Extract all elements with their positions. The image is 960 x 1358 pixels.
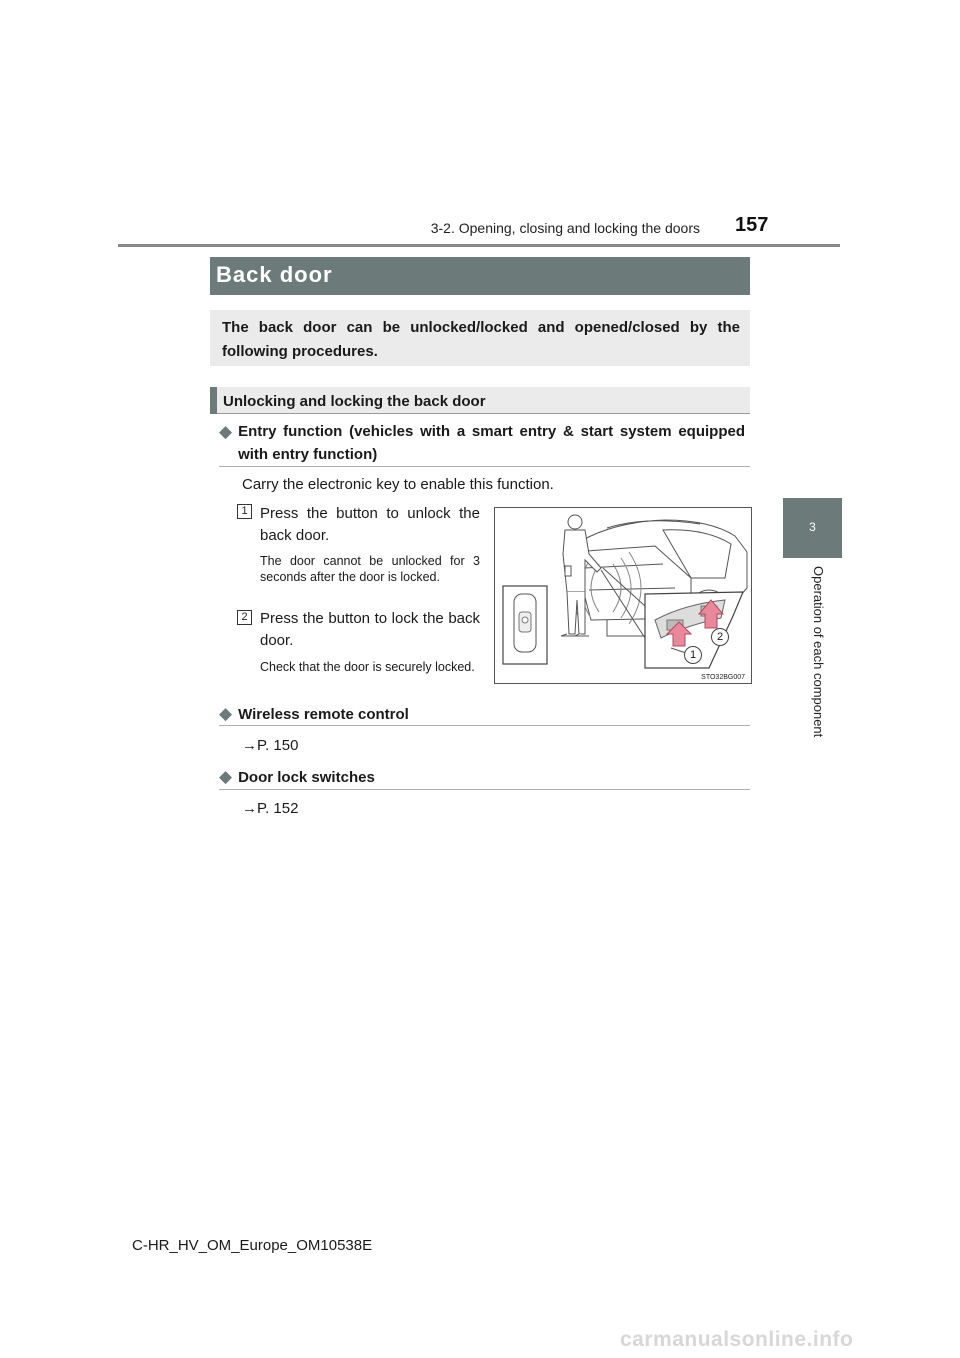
door-lock-switches-heading bbox=[219, 767, 375, 787]
door-lock-switches-page-ref[interactable]: →P. 152 bbox=[242, 800, 299, 817]
step-2-note: Check that the door is securely locked. bbox=[260, 660, 475, 674]
section-title: Back door bbox=[216, 262, 333, 287]
callout-1: 1 bbox=[684, 646, 702, 664]
diamond-bullet-icon: ◆ bbox=[219, 704, 233, 723]
diamond-bullet-icon: ◆ bbox=[219, 422, 233, 441]
chapter-title: Operation of each component bbox=[811, 566, 826, 738]
subsection-accent bbox=[210, 387, 217, 414]
diamond-bullet-icon: ◆ bbox=[219, 767, 233, 786]
door-lock-switches-divider bbox=[219, 789, 750, 790]
entry-function-divider bbox=[219, 466, 750, 467]
door-lock-switches-heading-text: Door lock switches bbox=[238, 769, 375, 786]
wireless-remote-page-ref[interactable]: →P. 150 bbox=[242, 737, 299, 754]
wireless-remote-divider bbox=[219, 725, 750, 726]
entry-function-heading bbox=[219, 420, 745, 466]
step-1-text: Press the button to unlock the back door. bbox=[260, 505, 480, 544]
page-number: 157 bbox=[735, 214, 769, 236]
callout-2: 2 bbox=[711, 628, 729, 646]
step-1-marker: 1 bbox=[237, 504, 252, 519]
step-2-text: Press the button to lock the back door. bbox=[260, 610, 480, 649]
wireless-remote-heading-text: Wireless remote control bbox=[238, 706, 409, 723]
header-divider bbox=[118, 244, 840, 247]
watermark: carmanualsonline.info bbox=[620, 1328, 854, 1351]
subsection-title: Unlocking and locking the back door bbox=[223, 393, 486, 410]
entry-function-description: Carry the electronic key to enable this function. bbox=[242, 476, 554, 493]
step-2-marker: 2 bbox=[237, 610, 252, 625]
step-1-note: The door cannot be unlocked for 3 seconds after the door is locked. bbox=[260, 554, 480, 584]
header-section-path: 3-2. Opening, closing and locking the doors bbox=[430, 220, 700, 236]
wireless-remote-heading bbox=[219, 704, 409, 724]
entry-function-heading-text: Entry function (vehicles with a smart entry & start system equipped with entry function) bbox=[238, 423, 745, 463]
back-door-drawing bbox=[495, 508, 751, 683]
back-door-illustration bbox=[494, 507, 752, 684]
intro-text: The back door can be unlocked/locked and opened/closed by the following procedures. bbox=[222, 319, 740, 360]
footer-document-id: C-HR_HV_OM_Europe_OM10538E bbox=[132, 1237, 373, 1254]
illustration-code: STO32BG007 bbox=[701, 674, 745, 681]
chapter-number: 3 bbox=[809, 520, 816, 534]
